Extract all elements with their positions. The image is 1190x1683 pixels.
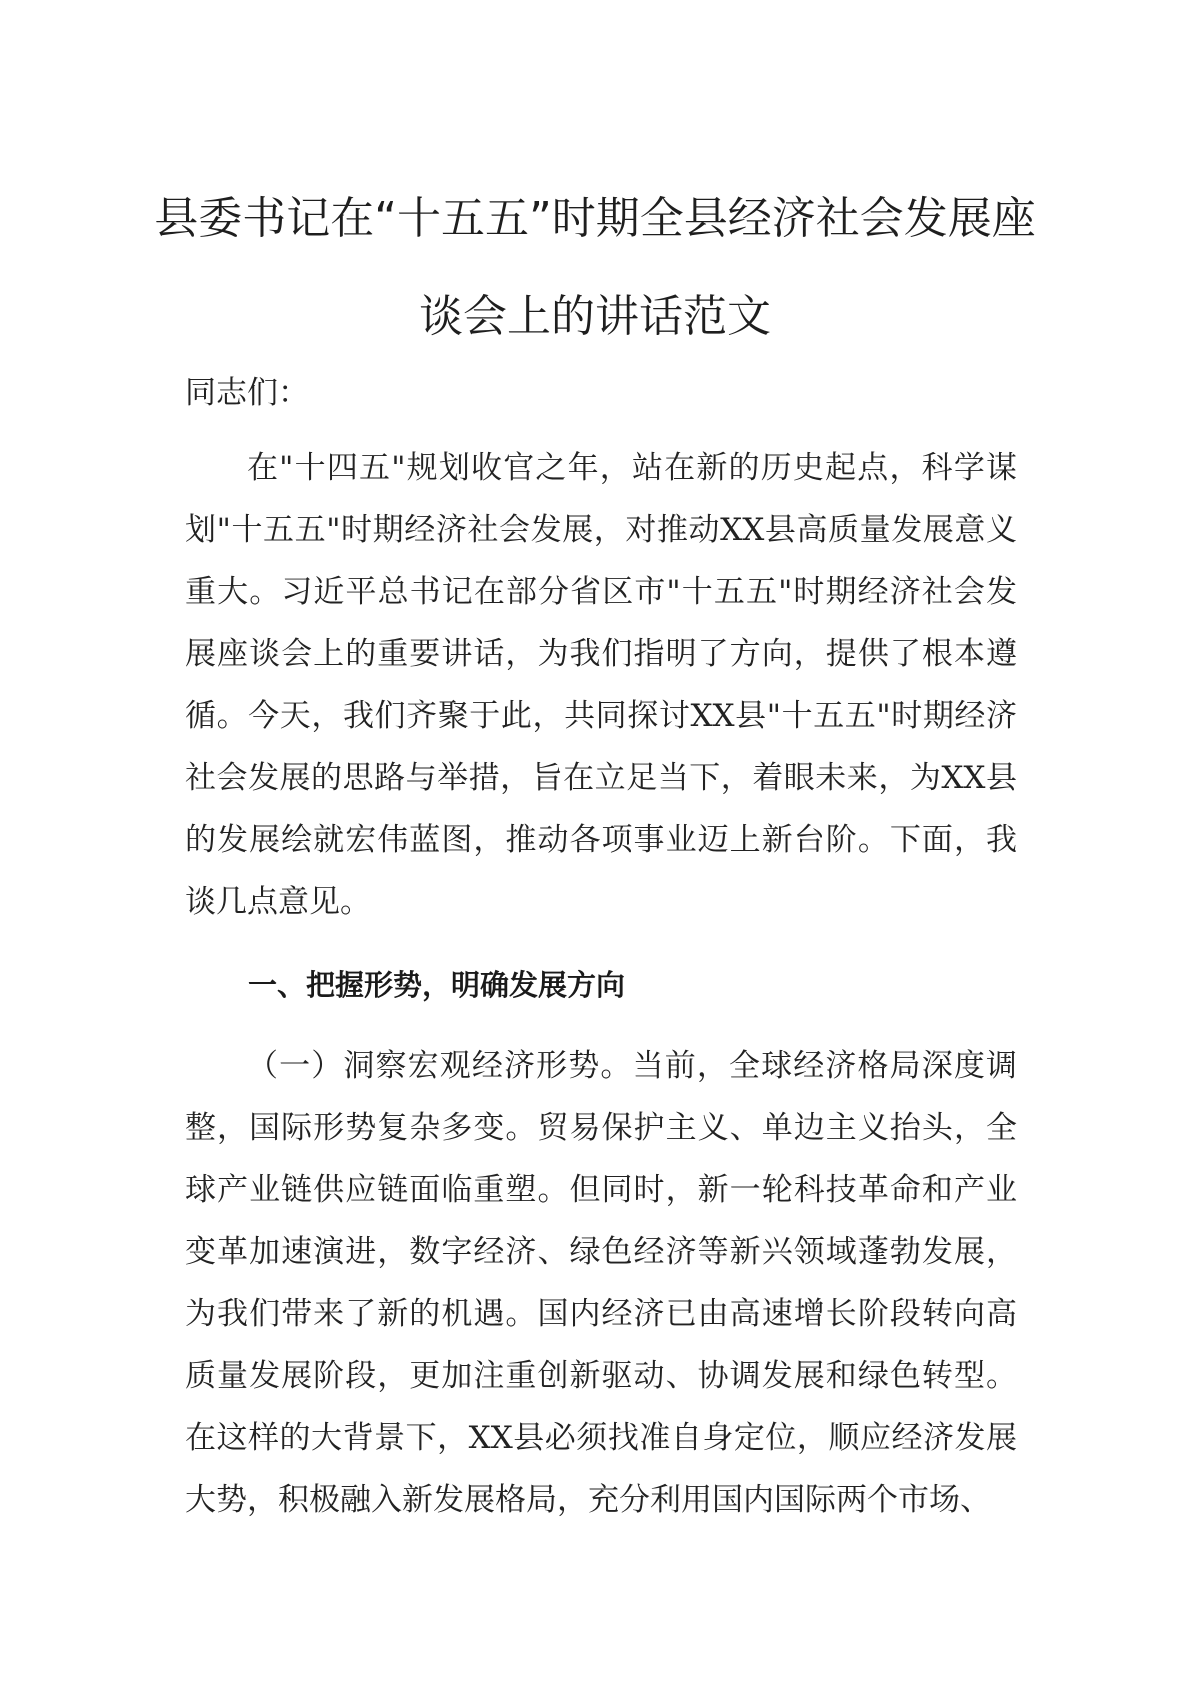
document-title	[150, 170, 1040, 366]
paragraph-macro-economy: （一）洞察宏观经济形势。当前，全球经济格局深度调整，国际形势复杂多变。贸易保护主义、单边主义抬头，全球产业链供应链面临重塑。但同时，新一轮科技革命和产业变革加速演进，数字经济、绿色经济等新兴领域蓬勃发展，为我们带来了新的机遇。国内经济已由高速增长阶段转向高质量发展阶段，更加注重创新驱动、协调发展和绿色转型。在这样的大背景下，XX县必须找准自身定位，顺应经济发展大势，积极融入新发展格局，充分利用国内国际两个市场、	[185, 1048, 1017, 1518]
title-line-2: 谈会上的讲话范文	[419, 291, 771, 342]
paragraph-intro: 在"十四五"规划收官之年，站在新的历史起点，科学谋划"十五五"时期经济社会发展，对推动XX县高质量发展意义重大。习近平总书记在部分省区市"十五五"时期经济社会发展座谈会上的重要讲话，为我们指明了方向，提供了根本遵循。今天，我们齐聚于此，共同探讨XX县"十五五"时期经济社会发展的思路与举措，旨在立足当下，着眼未来，为XX县的发展绘就宏伟蓝图，推动各项事业迈上新台阶。下面，我谈几点意见。	[185, 450, 1017, 920]
title-line-1: 县委书记在“十五五”时期全县经济社会发展座	[154, 193, 1036, 244]
salutation: 同志们：	[185, 375, 309, 411]
section-heading-1: 一、把握形势，明确发展方向	[248, 968, 626, 1002]
